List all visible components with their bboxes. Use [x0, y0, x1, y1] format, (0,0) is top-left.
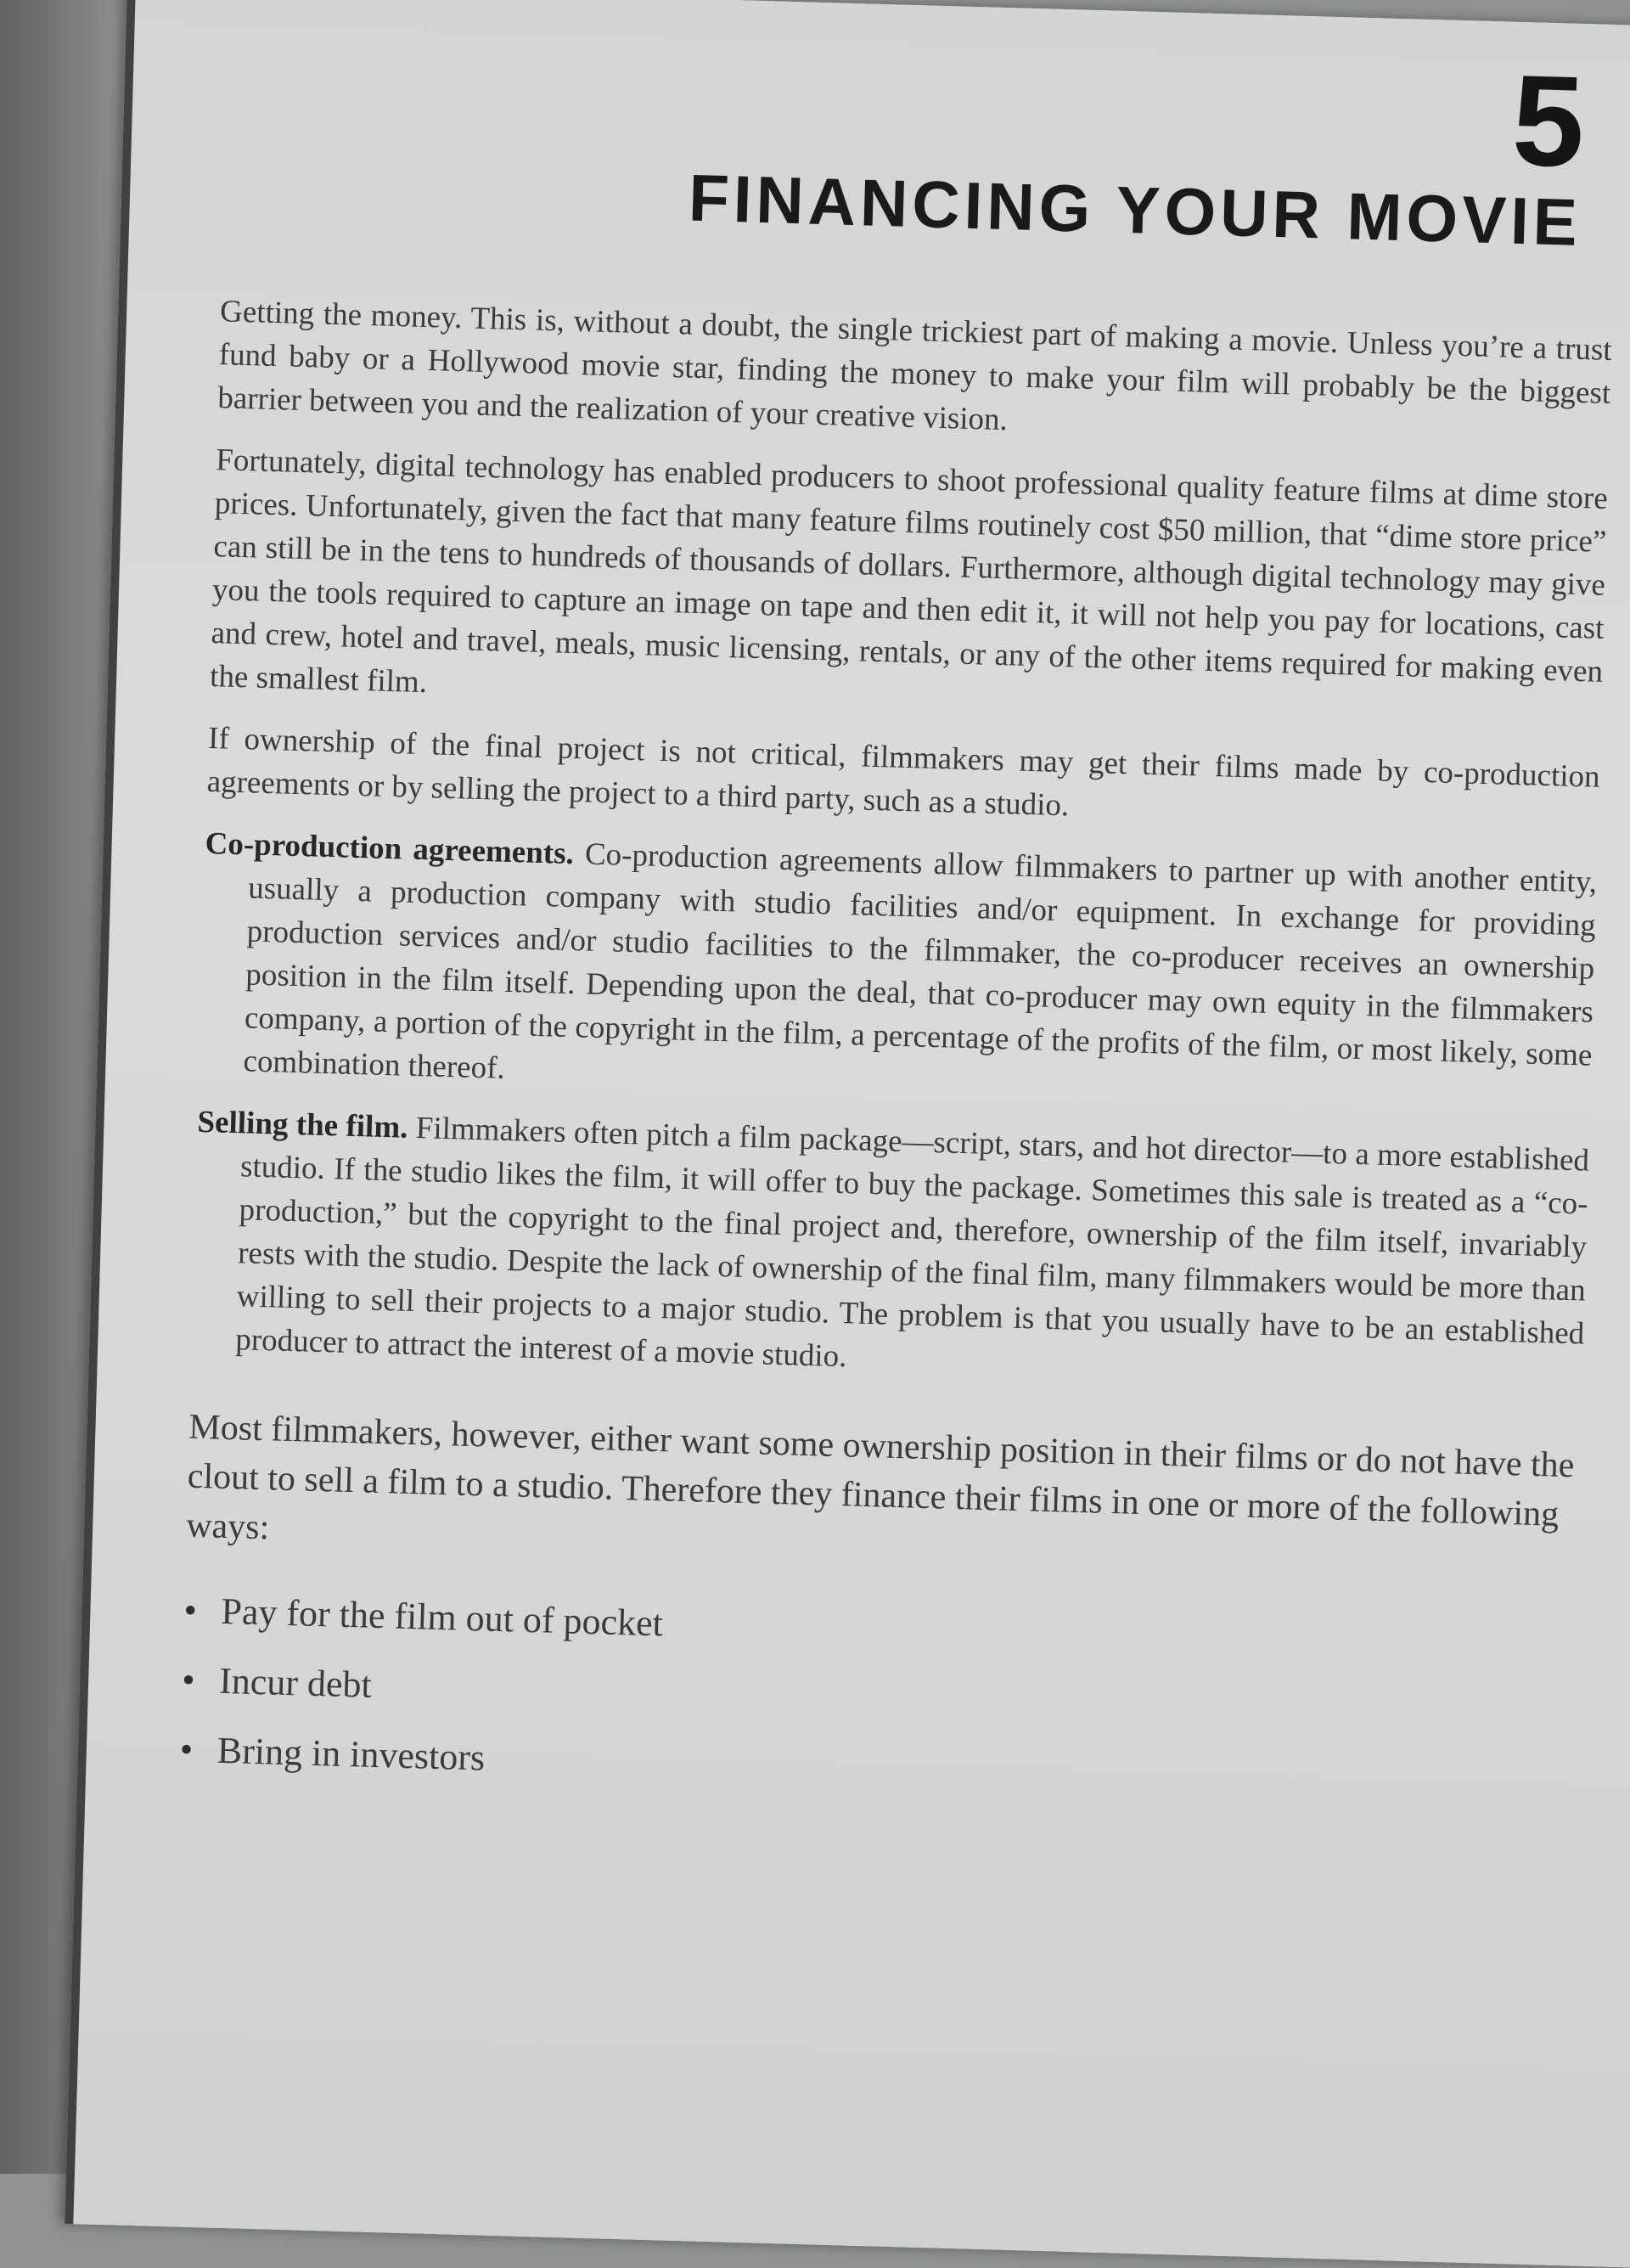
- subsection-text: Filmmakers often pitch a film package—script, stars, and hot director—to a more established studio. If the studio likes the film, it will offer to buy the package. Sometimes this sale is treated as a “co-production,” but the copyright to the final project and, therefore, ownership of the film itself, invariably rests with the studio. Despite the lack of ownership of the final film, many filmmakers would be more than willing to sell their projects to a major studio. The problem is that you usually have to be an established producer to attract the interest of a movie studio.: [234, 1110, 1590, 1375]
- subsection-heading: Co-production agreements.: [205, 825, 575, 871]
- chapter-number: 5: [1510, 48, 1587, 194]
- financing-ways-list: [179, 1575, 1577, 1823]
- subsection-text: Co-production agreements allow filmmakers to partner up with another entity, usually a production company with studio facilities and/or equipment. In exchange for providing production services and/or studio facilities to the filmmaker, the co-producer receives an ownership position in the film itself. Depending upon the deal, that co-producer may own equity in the filmmakers company, a portion of the copyright in the film, a percentage of the profits of the film, or most likely, some combination thereof.: [243, 836, 1598, 1086]
- list-item-text: Pay for the film out of pocket: [220, 1590, 664, 1645]
- page-content: [179, 20, 1620, 1823]
- bullet-icon: •: [181, 1658, 196, 1701]
- paragraph-intro: Getting the money. This is, without a doubt, the single trickiest part of making a movie. Unless you’re a trust fund baby or a Hollywood movie star, finding the money to make your film will probably be the biggest barrier between you and the realization of your creative vision.: [216, 294, 1613, 437]
- subsection-selling: [191, 1100, 1590, 1399]
- chapter-title: FINANCING YOUR MOVIE: [688, 160, 1583, 260]
- bullet-icon: •: [179, 1728, 194, 1770]
- paragraph-closing: Most filmmakers, however, either want some ownership position in their films or do not have the clout to sell a film to a studio. Therefore they finance their films in one or more of the following ways:: [185, 1407, 1576, 1548]
- subsection-co-production: [199, 822, 1598, 1121]
- list-item-text: Incur debt: [218, 1659, 373, 1706]
- paragraph-digital-technology: Fortunately, digital technology has enabled producers to shoot professional quality feature films at dime store prices. Unfortunately, given the fact that many feature films routinely cost $50 million, that “dime store price” can still be in the tens to hundreds of thousands of dollars. Furthermore, although digital technology may give you the tools required to capture an image on tape and then edit it, it will not help you pay for locations, cast and crew, hotel and travel, meals, music licensing, rentals, or any of the other items required for making even the smallest film.: [209, 442, 1609, 700]
- bullet-icon: •: [183, 1589, 198, 1631]
- paragraph-ownership: If ownership of the final project is not critical, filmmakers may get their films made by co-production agreements or by selling the project to a third party, such as a studio.: [206, 720, 1601, 824]
- book-page: [65, 0, 1630, 2268]
- subsection-heading: Selling the film.: [197, 1104, 409, 1145]
- list-item-text: Bring in investors: [216, 1729, 486, 1779]
